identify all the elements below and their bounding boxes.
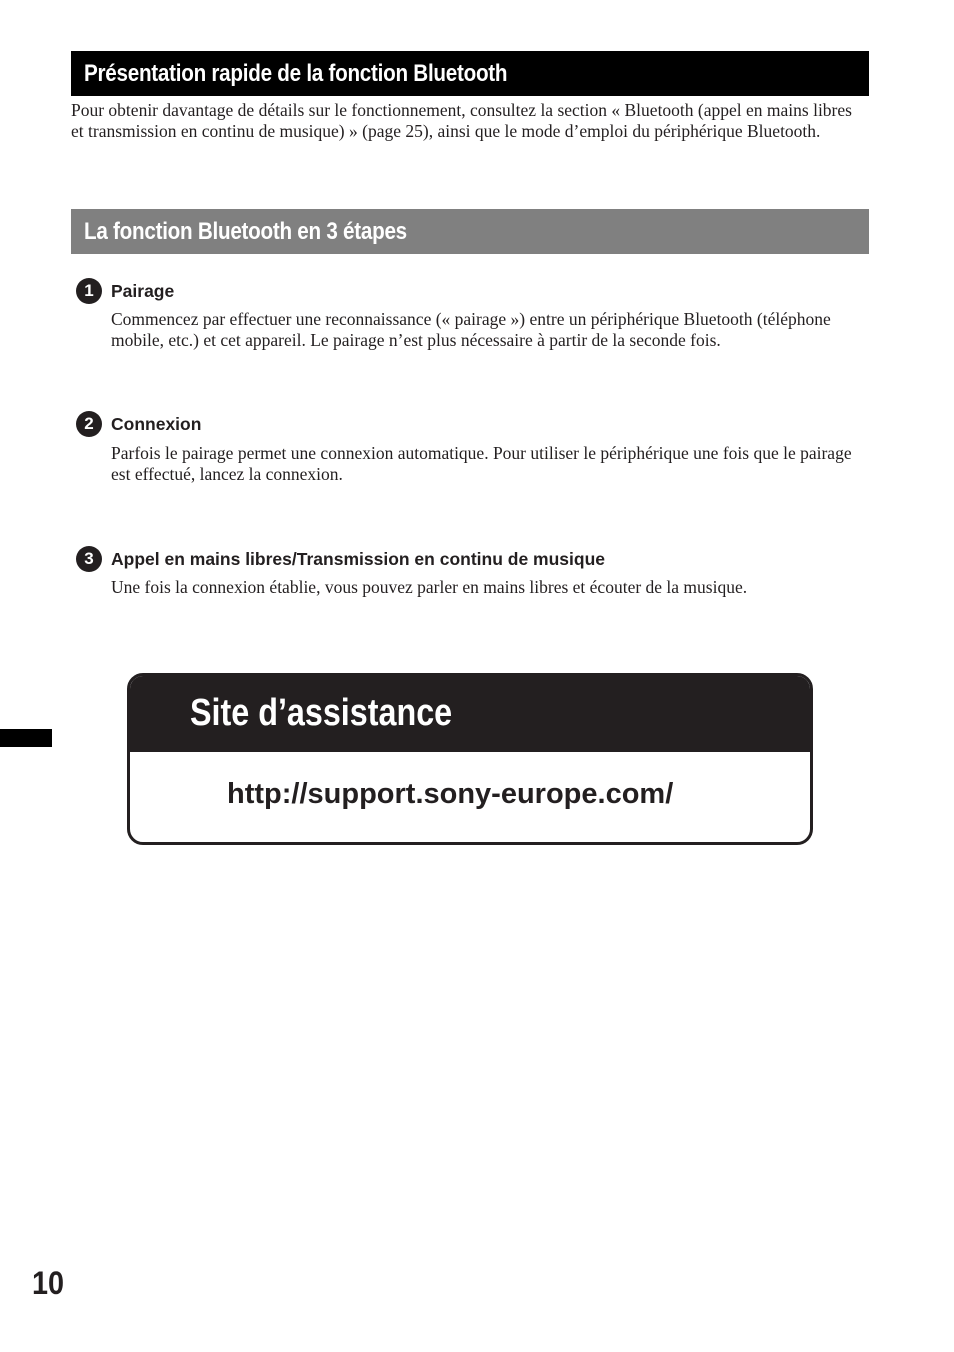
step-2-body: Parfois le pairage permet une connexion automatique. Pour utiliser le périphérique une fois que le pairage est effectué, lancez la connexion. — [111, 443, 852, 484]
step-2-number-icon: 2 — [76, 411, 102, 437]
page-number: 10 — [32, 1265, 65, 1301]
support-box-header — [130, 676, 810, 752]
step-1-number-icon: 1 — [76, 278, 102, 304]
step-2-title: Connexion — [111, 414, 202, 434]
step-3-body: Une fois la connexion établie, vous pouvez parler en mains libres et écouter de la musique. — [111, 577, 748, 597]
support-box-title: Site d’assistance — [190, 692, 453, 734]
step-3-title: Appel en mains libres/Transmission en continu de musique — [111, 549, 605, 569]
section-heading-text: Présentation rapide de la fonction Bluetooth — [84, 59, 508, 87]
section-heading-quick-overview — [71, 51, 869, 96]
intro-paragraph: Pour obtenir davantage de détails sur le fonctionnement, consultez la section « Bluetooth (appel en mains libres et transmission en continu de musique) » (page 25), ainsi que le mode d’emploi du périphérique Bluetooth. — [71, 100, 852, 141]
section-heading-text: La fonction Bluetooth en 3 étapes — [84, 217, 407, 245]
step-1-title: Pairage — [111, 281, 175, 301]
chapter-tab-marker — [0, 729, 52, 747]
support-site-box — [127, 673, 813, 845]
step-1-body: Commencez par effectuer une reconnaissance (« pairage ») entre un périphérique Bluetooth (téléphone mobile, etc.) et cet appareil. Le pairage n’est plus nécessaire à partir de la seconde fois. — [111, 309, 831, 350]
step-3-number-icon: 3 — [76, 546, 102, 572]
support-url-link[interactable]: http://support.sony-europe.com/ — [227, 778, 674, 810]
section-heading-three-steps — [71, 209, 869, 254]
